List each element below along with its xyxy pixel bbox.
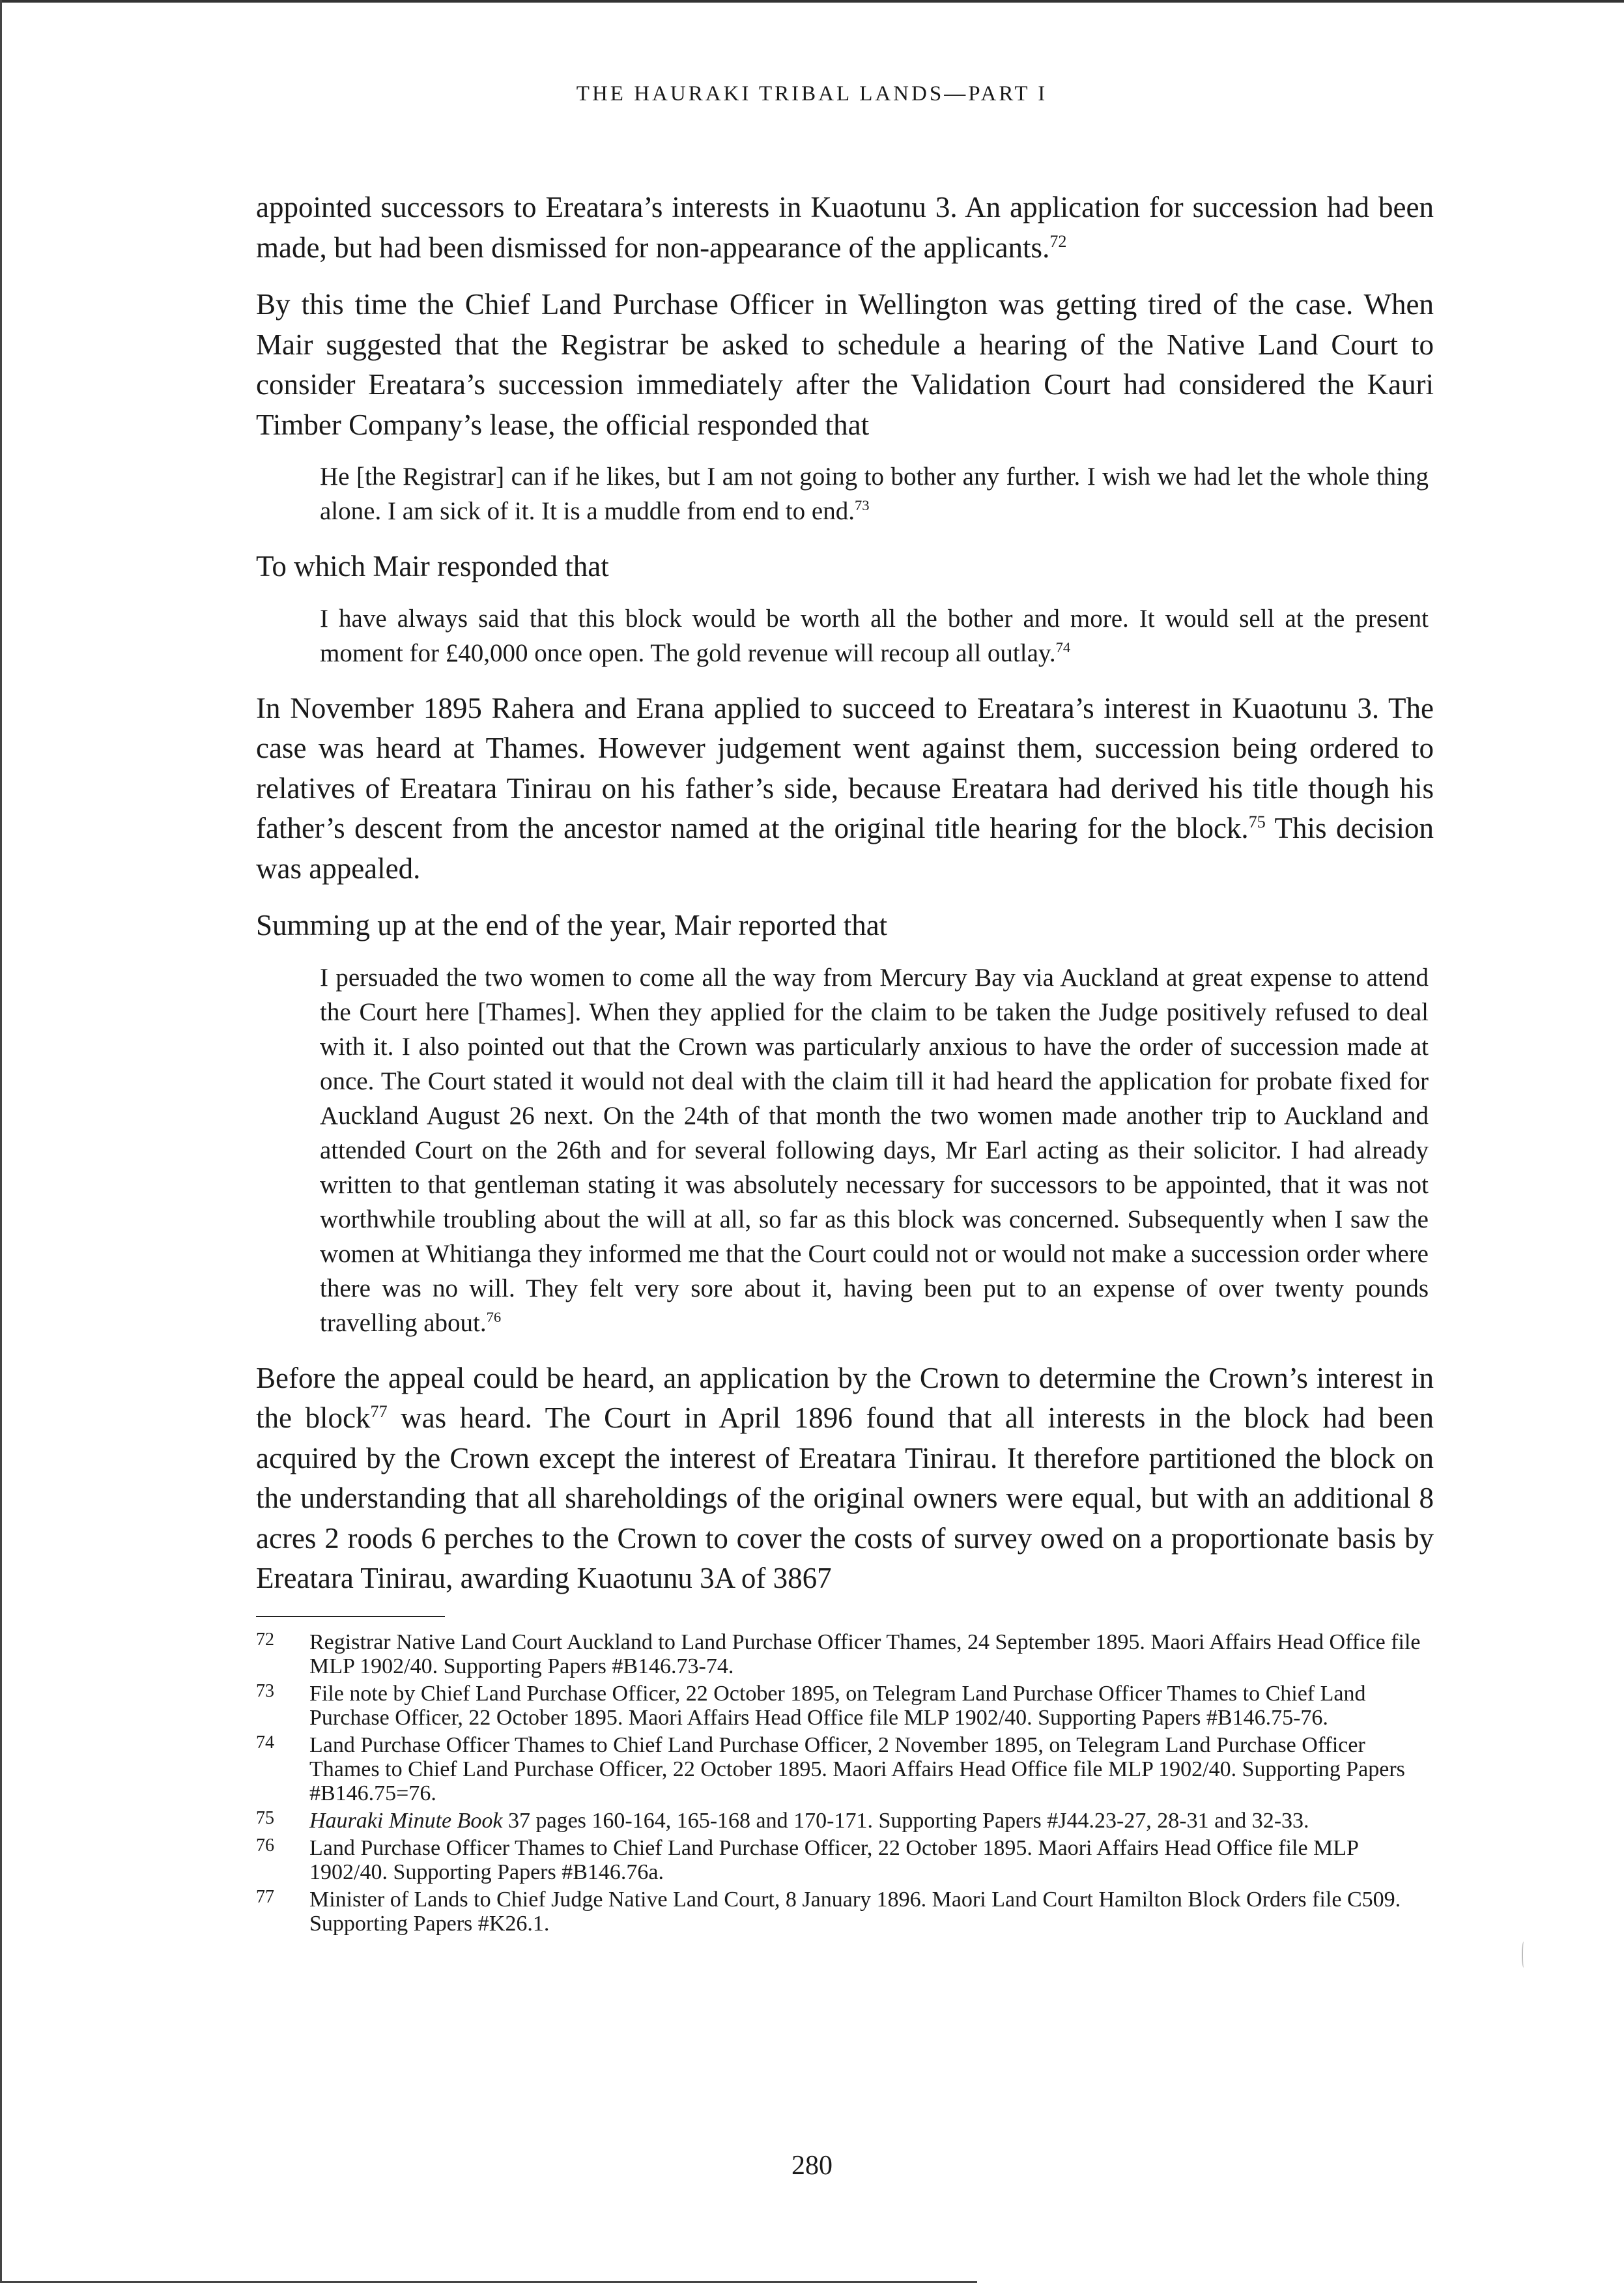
paragraph: Before the appeal could be heard, an application by the Crown to determine the Crown’s interest in the block$^{77}$ was heard. The Court in April 1896 found that all interests in the block had been acquired by the Crown except the interest of Ereatara Tinirau. It therefore partitioned the block on the understanding that all shareholdings of the original owners were equal, but with an additional 8 acres 2 roods 6 perches to the Crown to cover the costs of survey owed on a proportionate basis by Ereatara Tinirau, awarding Kuaotunu 3A of 3867 xyxy=(256,1361,1434,1594)
footnote-ref[interactable]: 76 xyxy=(486,1308,502,1325)
scan-speck xyxy=(1522,1942,1526,1968)
footnote-text: Land Purchase Officer Thames to Chief Land Purchase Officer, 22 October 1895. Maori Affairs Head Office file MLP 1902/40. Supporting Papers #B146.76a. xyxy=(309,1835,1358,1884)
footnote-text: Registrar Native Land Court Auckland to Land Purchase Officer Thames, 24 September 1895. Maori Affairs Head Office file MLP 1902/40. Supporting Papers #B146.73-74. xyxy=(309,1630,1421,1678)
paragraph: In November 1895 Rahera and Erana applied to succeed to Ereatara’s interest in Kuaotunu 3. The case was heard at Thames. However judgement went against them, succession being ordered to relatives of Ereatara Tinirau on his father’s side, because Ereatara had derived his title though his father’s descent from the ancestor named at the original title hearing for the block.$^{75}$ This decision was appealed. xyxy=(256,691,1434,885)
footnote-ref[interactable]: 77 xyxy=(370,1402,388,1421)
footnote-text: Minister of Lands to Chief Judge Native Land Court, 8 January 1896. Maori Land Court Hamilton Block Orders file C509. Supporting Papers #K26.1. xyxy=(309,1887,1401,1936)
page-number: 280 xyxy=(791,2151,833,2181)
footnote-number: 74 xyxy=(256,1732,274,1753)
scan-left-edge xyxy=(0,0,2,2283)
footnote-ref[interactable]: 75 xyxy=(1248,812,1266,831)
paragraph: By this time the Chief Land Purchase Officer in Wellington was getting tired of the case. When Mair suggested that the Registrar be asked to schedule a hearing of the Native Land Court to consider Ereatara’s succession immediately after the Validation Court had considered the Kauri Timber Company’s lease, the official responded that xyxy=(256,288,1434,441)
scan-top-edge xyxy=(0,0,1624,3)
footnote xyxy=(256,1630,1434,1678)
footnote-text: Hauraki Minute Book 37 pages 160-164, 165-168 and 170-171. Supporting Papers #J44.23-27, 28-31 and 32-33. xyxy=(309,1808,1309,1833)
footnote-text: Land Purchase Officer Thames to Chief Land Purchase Officer, 2 November 1895, on Telegram Land Purchase Officer Thames to Chief Land Purchase Officer, 22 October 1895. Maori Affairs Head Office file MLP 1902/40. Supporting Papers #B146.75=76. xyxy=(309,1732,1405,1805)
footnote-ref[interactable]: 72 xyxy=(1049,231,1067,251)
footnote-text: File note by Chief Land Purchase Officer, 22 October 1895, on Telegram Land Purchase Officer Thames to Chief Land Purchase Officer, 22 October 1895. Maori Affairs Head Office file MLP 1902/40. Supporting Papers #B146.75-76. xyxy=(309,1681,1366,1730)
footnote-ref[interactable]: 73 xyxy=(854,497,870,513)
footnote xyxy=(256,1809,1434,1833)
footnote-number: 73 xyxy=(256,1680,274,1701)
block-quote: I have always said that this block would be worth all the bother and more. It would sell at the present moment for £40,000 once open. The gold revenue will recoup all outlay.$^{74}$ xyxy=(320,604,1429,667)
paragraph: Summing up at the end of the year, Mair reported that xyxy=(256,909,888,941)
footnotes xyxy=(256,1630,1434,1936)
footnote xyxy=(256,1888,1434,1936)
footnote-number: 76 xyxy=(256,1835,274,1856)
footnote-number: 72 xyxy=(256,1629,274,1650)
footnote-divider xyxy=(256,1616,445,1617)
footnote xyxy=(256,1836,1434,1884)
footnote-ref[interactable]: 74 xyxy=(1055,639,1071,655)
page-body xyxy=(256,188,1434,1939)
paragraph: appointed successors to Ereatara’s interests in Kuaotunu 3. An application for succession had been made, but had been dismissed for non-appearance of the applicants.$^{72}$ xyxy=(256,191,1434,264)
footnote-number: 75 xyxy=(256,1807,274,1828)
paragraph: To which Mair responded that xyxy=(256,550,609,582)
block-quote: I persuaded the two women to come all the way from Mercury Bay via Auckland at great expense to attend the Court here [Thames]. When they applied for the claim to be taken the Judge positively refused to deal with it. I also pointed out that the Crown was particularly anxious to have the order of succession made at once. The Court stated it would not deal with the claim till it had heard the application for probate fixed for Auckland August 26 next. On the 24th of that month the two women made another trip to Auckland and attended Court on the 26th and for several following days, Mr Earl acting as their solicitor. I had already written to that gentleman stating it was absolutely necessary for successors to be appointed, that it was not worthwhile troubling about the will at all, so far as this block was concerned. Subsequently when I saw the women at Whitianga they informed me that the Court could not or would not make a succession order where there was no will. They felt very sore about it, having been put to an expense of over twenty pounds travelling about.$^{76}$ xyxy=(320,963,1429,1337)
block-quote: He [the Registrar] can if he likes, but I am not going to bother any further. I wish we had let the whole thing alone. I am sick of it. It is a muddle from end to end.$^{73}$ xyxy=(320,463,1429,525)
book-title: Hauraki Minute Book xyxy=(309,1808,503,1833)
footnote xyxy=(256,1682,1434,1730)
footnote-number: 77 xyxy=(256,1886,274,1907)
running-header: THE HAURAKI TRIBAL LANDS—PART I xyxy=(576,82,1048,106)
footnote xyxy=(256,1733,1434,1805)
